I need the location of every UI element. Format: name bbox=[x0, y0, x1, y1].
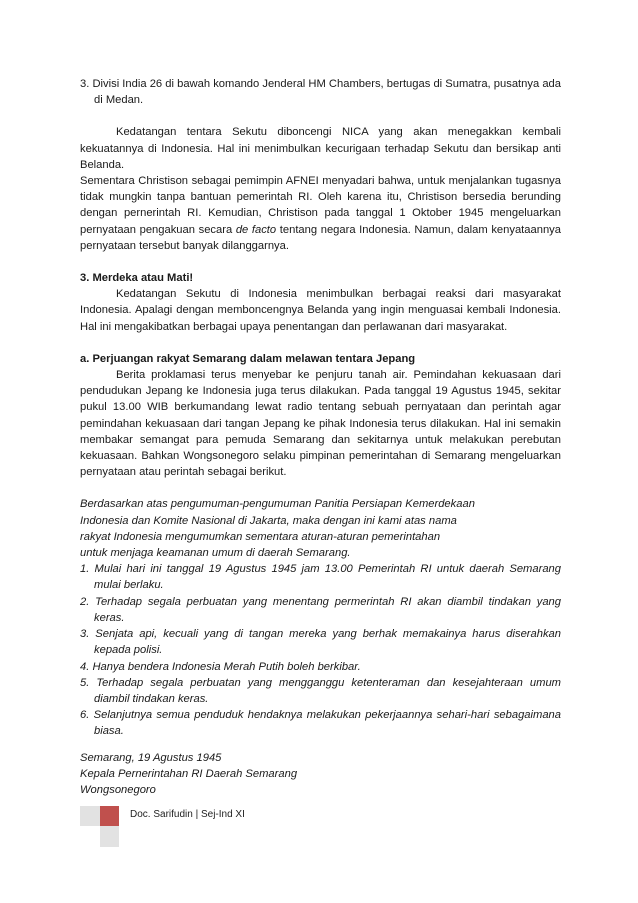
document-body bbox=[80, 76, 561, 798]
paragraph: Kedatangan Sekutu di Indonesia menimbulkan berbagai reaksi dari masyarakat Indonesia. Apalagi dengan memboncengnya Belanda yang ingin menguasai kembali Indonesia. Hal ini mengakibatkan berbagai upaya penentangan dan perlawanan dari masyarakat. bbox=[80, 288, 561, 333]
list-item: 3. Divisi India 26 di bawah komando Jenderal HM Chambers, bertugas di Sumatra, pusatnya ada di Medan. bbox=[80, 78, 561, 107]
paragraph-text: tentang negara Indonesia. Namun, dalam kenyataannya pernyataan tersebut banyak dilanggarnya. bbox=[80, 223, 561, 252]
paragraph: Berita proklamasi terus menyebar ke penjuru tanah air. Pemindahan kekuasaan dari pendudukan Jepang ke Indonesia juga terus dilakukan. Pada tanggal 19 Agustus 1945, sekitar pukul 13.00 WIB berkumandang lewat radio tentang sebuah pernyataan dan perintah agar pemindahan kekuasaan dari tangan Jepang ke pihak Indonesia terus dilakukan. Hal ini semakin membakar semangat para pemuda Semarang dan sekitarnya untuk melakukan perebutan kekuasaan. Bahkan Wongsonegoro selaku pimpinan pemerintahan di Semarang mengeluarkan pernyataan atau perintah sebagai berikut. bbox=[80, 369, 561, 479]
proclamation-line: rakyat Indonesia mengumumkan sementara aturan-aturan pemerintahan bbox=[80, 530, 441, 543]
italic-term: de facto bbox=[235, 223, 277, 236]
proclamation-line: Indonesia dan Komite Nasional di Jakarta, maka dengan ini kami atas nama bbox=[80, 514, 457, 527]
paragraph: Kedatangan tentara Sekutu diboncengi NICA yang akan menegakkan kembali kekuatannya di Indonesia. Hal ini menimbulkan kecurigaan terhadap Sekutu dan bersikap anti Belanda. bbox=[80, 126, 561, 171]
proclamation-line: untuk menjaga keamanan umum di daerah Semarang. bbox=[80, 547, 351, 560]
footer-text: Doc. Sarifudin | Sej-Ind XI bbox=[130, 809, 245, 820]
subsection-heading: a. Perjuangan rakyat Semarang dalam melawan tentara Jepang bbox=[80, 352, 416, 365]
footer-accent-square bbox=[100, 806, 119, 826]
section-heading: 3. Merdeka atau Mati! bbox=[80, 272, 194, 285]
paragraph-text: Sementara Christison sebagai pemimpin AFNEI menyadari bahwa, untuk menjalankan tugasnya tidak mungkin tanpa bantuan pemerintah RI. Oleh karena itu, Christison bersedia berunding dengan pernerintah RI. Kemudian, Christison pada tanggal 1 Oktober 1945 mengeluarkan pernyataan pengakuan secara bbox=[80, 175, 561, 236]
proclamation-item: 3. Senjata api, kecuali yang di tangan mereka yang berhak memakainya harus diserahkan kepada polisi. bbox=[80, 628, 561, 657]
signature-line: Kepala Pernerintahan RI Daerah Semarang bbox=[80, 767, 298, 780]
paragraph bbox=[80, 173, 561, 254]
proclamation-item: 2. Terhadap segala perbuatan yang menentang permerintah RI akan diambil tindakan yang keras. bbox=[80, 595, 561, 624]
signature-block bbox=[80, 750, 561, 799]
proclamation-intro bbox=[80, 496, 561, 561]
proclamation-item: 1. Mulai hari ini tanggal 19 Agustus 1945 jam 13.00 Pemerintah RI untuk daerah Semarang mulai berlaku. bbox=[80, 563, 561, 592]
proclamation-item: 4. Hanya bendera Indonesia Merah Putih boleh berkibar. bbox=[80, 660, 361, 673]
signature-line: Semarang, 19 Agustus 1945 bbox=[80, 751, 222, 764]
page-footer bbox=[80, 806, 561, 848]
proclamation-block bbox=[80, 496, 561, 798]
footer-decoration-square bbox=[100, 826, 119, 847]
proclamation-line: Berdasarkan atas pengumuman-pengumuman Panitia Persiapan Kemerdekaan bbox=[80, 498, 475, 511]
footer-decoration-square bbox=[80, 806, 100, 826]
proclamation-item: 5. Terhadap segala perbuatan yang mengganggu ketenteraman dan kesejahteraan umum diambil tindakan keras. bbox=[80, 676, 561, 705]
signature-line: Wongsonegoro bbox=[80, 783, 156, 796]
proclamation-item: 6. Selanjutnya semua penduduk hendaknya melakukan pekerjaannya sehari-hari sebagaimana biasa. bbox=[80, 709, 561, 738]
